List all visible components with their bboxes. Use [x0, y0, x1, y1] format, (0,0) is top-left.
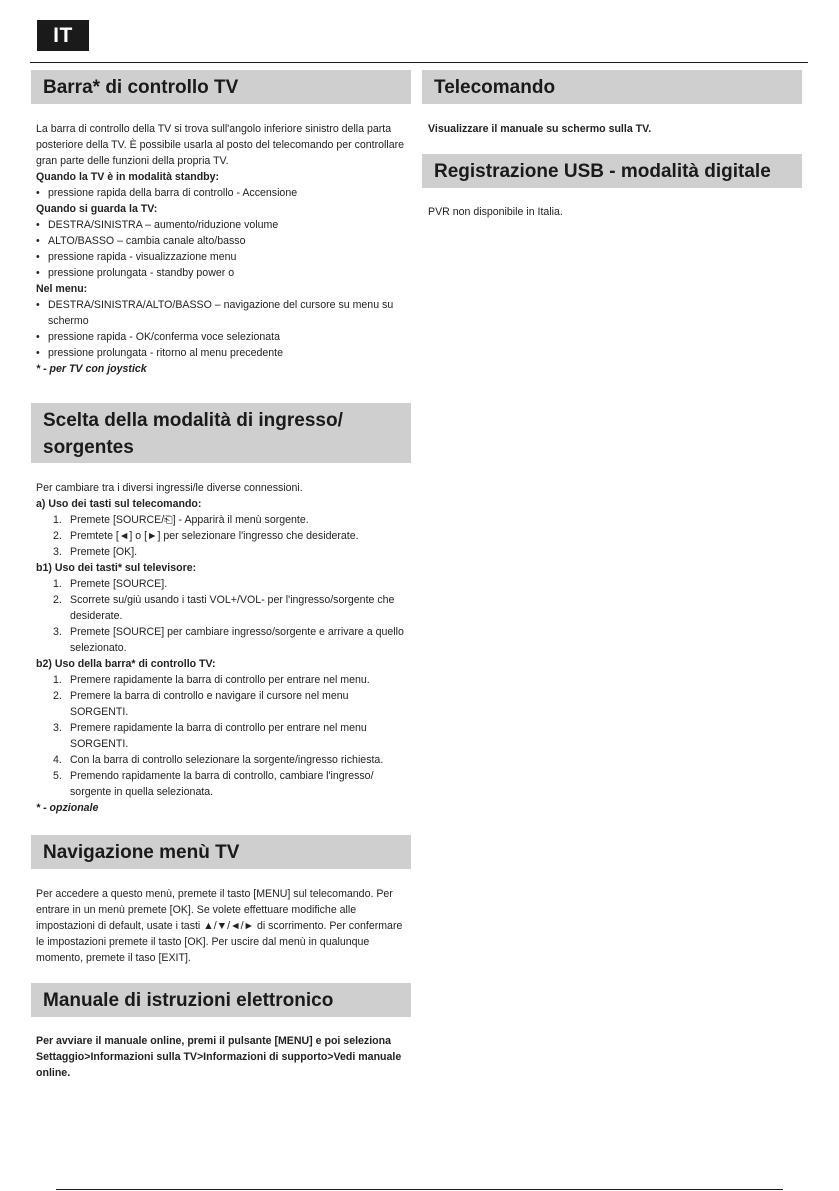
list-item: 2. Scorrete su/giù usando i tasti VOL+/VOL- per l'ingresso/sorgente che desiderate.: [53, 594, 395, 622]
sources-title-line1: Scelta della modalità di ingresso/: [43, 410, 343, 431]
list-item: 3. Premete [SOURCE] per cambiare ingresso/sorgente e arrivare a quello selezionato.: [53, 626, 404, 654]
list-item: • ALTO/BASSO – cambia canale alto/basso: [36, 233, 408, 249]
list-item: 1. Premete [SOURCE].: [53, 578, 168, 590]
sources-body: [36, 480, 408, 816]
list-item: 1. Premete [SOURCE/⎗] - Apparirà il menù sorgente.: [53, 514, 309, 526]
list-item: 4. Con la barra di controllo selezionare la sorgente/ingresso richiesta.: [53, 754, 384, 766]
section-title-usb: [422, 154, 802, 188]
list-item: 5. Premendo rapidamente la barra di controllo, cambiare l'ingresso/ sorgente in quella selezionata.: [53, 770, 374, 798]
bottom-divider: [56, 1189, 783, 1190]
menu-list: [36, 297, 408, 361]
list-item: • pressione prolungata - ritorno al menu precedente: [36, 345, 408, 361]
section-title-manual: [31, 983, 411, 1017]
list-item: 3. Premete [OK].: [53, 546, 138, 558]
list-item: • pressione rapida - OK/conferma voce selezionata: [36, 329, 408, 345]
optional-note: * - opzionale: [36, 802, 99, 814]
menu-heading: Nel menu:: [36, 283, 88, 295]
usb-body: [428, 204, 800, 220]
standby-list: [36, 185, 408, 201]
manual-body: [36, 1033, 412, 1081]
list-item: • DESTRA/SINISTRA/ALTO/BASSO – navigazione del cursore su menu su schermo: [36, 297, 408, 329]
section-title-sources: [31, 403, 411, 463]
list-item: 1. Premere rapidamente la barra di controllo per entrare nel menu.: [53, 674, 370, 686]
watching-heading: Quando si guarda la TV:: [36, 203, 158, 215]
usb-text: PVR non disponibile in Italia.: [428, 206, 563, 218]
list-item: 2. Premere la barra di controllo e navigare il cursore nel menu SORGENTI.: [53, 690, 349, 718]
navigation-text: Per accedere a questo menù, premete il tasto [MENU] sul telecomando. Per entrare in un menù premete [OK]. Se volete effettuare modifiche alle impostazioni di default, usate i tasti ▲/▼/◄/► di scorrimento. Per confermare le impostazioni premete il tasto [OK]. Per uscire dal menù in qualunque momento, premete il taso [EXIT].: [36, 888, 403, 964]
navigation-title: Navigazione menù TV: [43, 841, 240, 863]
remote-keys-steps: [36, 512, 408, 560]
barra-title: Barra* di controllo TV: [43, 76, 239, 98]
remote-body: [428, 121, 800, 137]
section-title-remote: [422, 70, 802, 104]
tv-keys-heading: b1) Uso dei tasti* sul televisore:: [36, 562, 197, 574]
usb-title: Registrazione USB - modalità digitale: [434, 160, 771, 182]
language-badge: IT: [37, 20, 89, 51]
watching-list: [36, 217, 408, 281]
control-bar-steps: [36, 672, 408, 800]
list-item: • DESTRA/SINISTRA – aumento/riduzione volume: [36, 217, 408, 233]
barra-intro: La barra di controllo della TV si trova sull'angolo inferiore sinistro della parta posteriore della TV. È possibile usarla al posto del telecomando per controllare gran parte delle funzioni della propria TV.: [36, 123, 405, 167]
list-item: 2. Premtete [◄] o [►] per selezionare l'ingresso che desiderate.: [53, 530, 359, 542]
barra-body: [36, 121, 408, 377]
joystick-note: * - per TV con joystick: [36, 363, 147, 375]
manual-text: Per avviare il manuale online, premi il pulsante [MENU] e poi seleziona Settaggio>Informazioni sulla TV>Informazioni di supporto>Vedi manuale online.: [36, 1035, 402, 1079]
section-title-barra: [31, 70, 411, 104]
remote-text: Visualizzare il manuale su schermo sulla TV.: [428, 123, 652, 135]
list-item: • pressione prolungata - standby power o: [36, 265, 408, 281]
list-item: • pressione rapida - visualizzazione menu: [36, 249, 408, 265]
top-divider: [30, 62, 808, 63]
sources-title-line2: sorgentes: [43, 437, 134, 458]
tv-keys-steps: [36, 576, 408, 656]
list-item: • pressione rapida della barra di controllo - Accensione: [36, 185, 408, 201]
list-item: 3. Premere rapidamente la barra di controllo per entrare nel menu SORGENTI.: [53, 722, 367, 750]
remote-title: Telecomando: [434, 76, 556, 98]
standby-heading: Quando la TV è in modalità standby:: [36, 171, 220, 183]
control-bar-heading: b2) Uso della barra* di controllo TV:: [36, 658, 216, 670]
section-title-navigation: [31, 835, 411, 869]
navigation-body: [36, 886, 408, 966]
manual-title: Manuale di istruzioni elettronico: [43, 989, 334, 1011]
sources-intro: Per cambiare tra i diversi ingressi/le diverse connessioni.: [36, 482, 303, 494]
remote-keys-heading: a) Uso dei tasti sul telecomando:: [36, 498, 202, 510]
